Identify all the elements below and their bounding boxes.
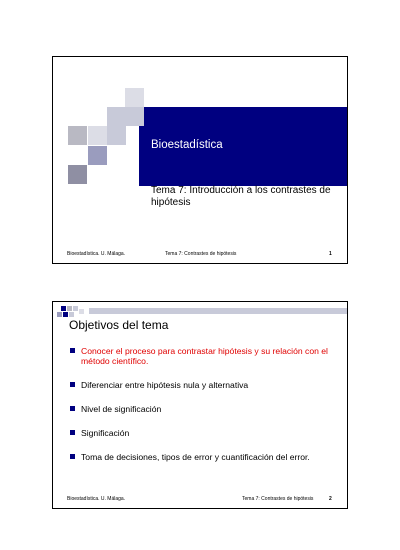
- list-item: [69, 404, 335, 414]
- decor-square: [68, 165, 87, 184]
- decor-square: [88, 126, 107, 145]
- decor-square: [107, 126, 126, 145]
- decor-square: [107, 107, 126, 126]
- bullet-square-icon: [70, 454, 75, 459]
- list-item: [69, 380, 335, 390]
- slide-subtitle: Tema 7: Introducción a los contrastes de hipótesis: [151, 185, 331, 208]
- slide-title: Bioestadística: [151, 139, 223, 151]
- bullet-text: Conocer el proceso para contrastar hipótesis y su relación con el método científico.: [81, 346, 328, 366]
- slide-2: [52, 301, 348, 509]
- bullet-square-icon: [70, 430, 75, 435]
- decor-square: [73, 306, 78, 311]
- footer-left: Bioestadística. U. Málaga.: [67, 496, 126, 502]
- list-item: [69, 452, 335, 462]
- bullet-text: Diferenciar entre hipótesis nula y alternativa: [81, 380, 249, 390]
- decor-square: [125, 107, 144, 126]
- bullet-text: Nivel de significación: [81, 404, 162, 414]
- bullet-text: Toma de decisiones, tipos de error y cuantificación del error.: [81, 452, 310, 462]
- decor-square: [57, 312, 62, 317]
- decor-square: [88, 146, 107, 165]
- bullet-square-icon: [70, 348, 75, 353]
- footer-center: Tema 7: Contrastes de hipótesis: [242, 496, 314, 502]
- decor-square: [79, 309, 84, 314]
- list-item: [69, 346, 335, 366]
- bullet-square-icon: [70, 406, 75, 411]
- list-item: [69, 428, 335, 438]
- slide-title: Objetivos del tema: [69, 318, 169, 332]
- slide-1: [52, 56, 348, 264]
- decor-square: [61, 306, 66, 311]
- decor-square: [68, 126, 87, 145]
- bullet-square-icon: [70, 382, 75, 387]
- decor-square: [125, 88, 144, 107]
- decor-square: [63, 312, 68, 317]
- decor-square: [67, 306, 72, 311]
- bullet-text: Significación: [81, 428, 130, 438]
- footer-center: Tema 7: Contrastes de hipótesis: [165, 251, 237, 257]
- page-number: 2: [329, 496, 332, 502]
- decor-square: [69, 312, 74, 317]
- title-bar: [89, 308, 348, 314]
- footer-left: Bioestadística. U. Málaga.: [67, 251, 126, 257]
- page-number: 1: [329, 251, 332, 257]
- objectives-list: [69, 346, 335, 462]
